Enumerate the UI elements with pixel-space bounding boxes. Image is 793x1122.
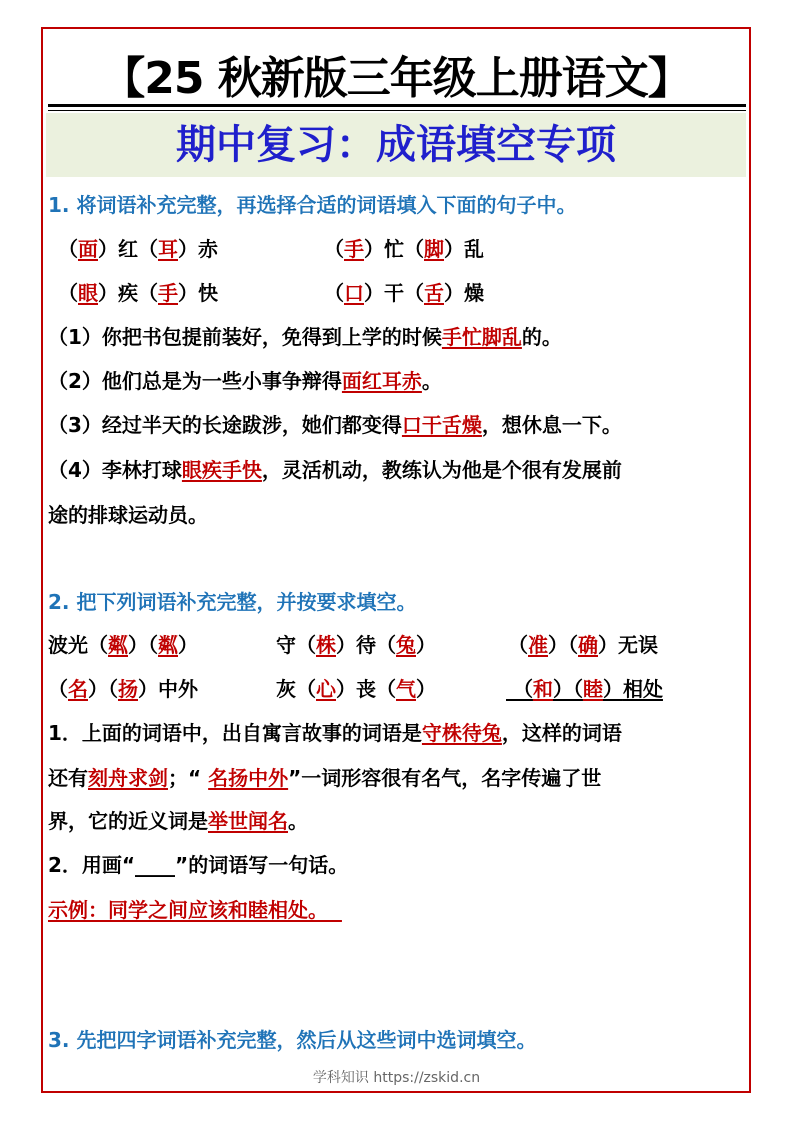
answer-blank: 兔: [396, 633, 416, 657]
answer-blank: 舌: [424, 281, 444, 305]
sentence-1: （1）你把书包提前装好，免得到上学的时候手忙脚乱的。: [48, 325, 562, 349]
sentence-4-continued: 途的排球运动员。: [48, 503, 208, 527]
answer-blank: 面: [78, 237, 98, 261]
title-rule-thin: [48, 110, 746, 111]
underlined-idiom: （和）（睦）相处: [506, 677, 663, 701]
answer-blank: 心: [316, 677, 336, 701]
answer-blank: 名: [68, 677, 88, 701]
example-sentence: 示例：同学之间应该和睦相处。: [48, 898, 328, 922]
answer-blank: 刻舟求剑: [88, 766, 168, 790]
answer-blank: 口干舌燥: [401, 413, 482, 437]
answer-blank: 准: [528, 633, 548, 657]
answer-blank: 举世闻名: [208, 809, 288, 833]
answer-blank: 扬: [118, 677, 138, 701]
section2-question: 2. 把下列词语补充完整，并按要求填空。: [48, 590, 417, 614]
answer-blank: 口: [344, 281, 364, 305]
answer-blank: 粼: [158, 633, 178, 657]
answer-blank: 粼: [108, 633, 128, 657]
paragraph-1-line1: 1．上面的词语中，出自寓言故事的词语是守株待兔，这样的词语: [48, 721, 622, 745]
answer-blank: 眼疾手快: [181, 458, 262, 482]
sentence-4: （4）李林打球眼疾手快，灵活机动，教练认为他是个很有发展前: [48, 458, 622, 482]
answer-blank: 脚: [424, 237, 444, 261]
answer-blank: 守株待兔: [421, 721, 502, 745]
sentence-2: （2）他们总是为一些小事争辩得面红耳赤。: [48, 369, 442, 393]
answer-blank: 气: [396, 677, 416, 701]
answer-blank: 手: [158, 281, 178, 305]
answer-blank: 和: [532, 677, 553, 701]
answer-blank: 耳: [158, 237, 178, 261]
answer-blank: 眼: [78, 281, 98, 305]
answer-blank: 睦: [582, 677, 603, 701]
title-rule-thick: [48, 104, 746, 107]
footer-source[interactable]: 学科知识 https://zskid.cn: [312, 1070, 481, 1086]
answer-blank: 面红耳赤: [341, 369, 422, 393]
answer-blank: 确: [578, 633, 598, 657]
section1-question: 1. 将词语补充完整，再选择合适的词语填入下面的句子中。: [48, 193, 577, 217]
paragraph-1-line2: 还有刻舟求剑；“ 名扬中外”一词形容很有名气，名字传遍了世: [48, 766, 602, 790]
page-subtitle: 期中复习：成语填空专项: [46, 113, 746, 177]
answer-blank: 手忙脚乱: [441, 325, 522, 349]
paragraph-1-line3: 界，它的近义词是举世闻名。: [48, 809, 308, 833]
answer-blank: 名扬中外: [208, 766, 289, 790]
sentence-3: （3）经过半天的长途跋涉，她们都变得口干舌燥，想休息一下。: [48, 413, 622, 437]
section3-question: 3. 先把四字词语补充完整，然后从这些词中选词填空。: [48, 1028, 537, 1052]
page-border: [41, 27, 751, 1093]
answer-blank: 株: [316, 633, 336, 657]
page-title: 【25 秋新版三年级上册语文】: [101, 53, 691, 104]
paragraph-2: 2．用画“____”的词语写一句话。: [48, 853, 349, 877]
answer-blank: 手: [344, 237, 364, 261]
